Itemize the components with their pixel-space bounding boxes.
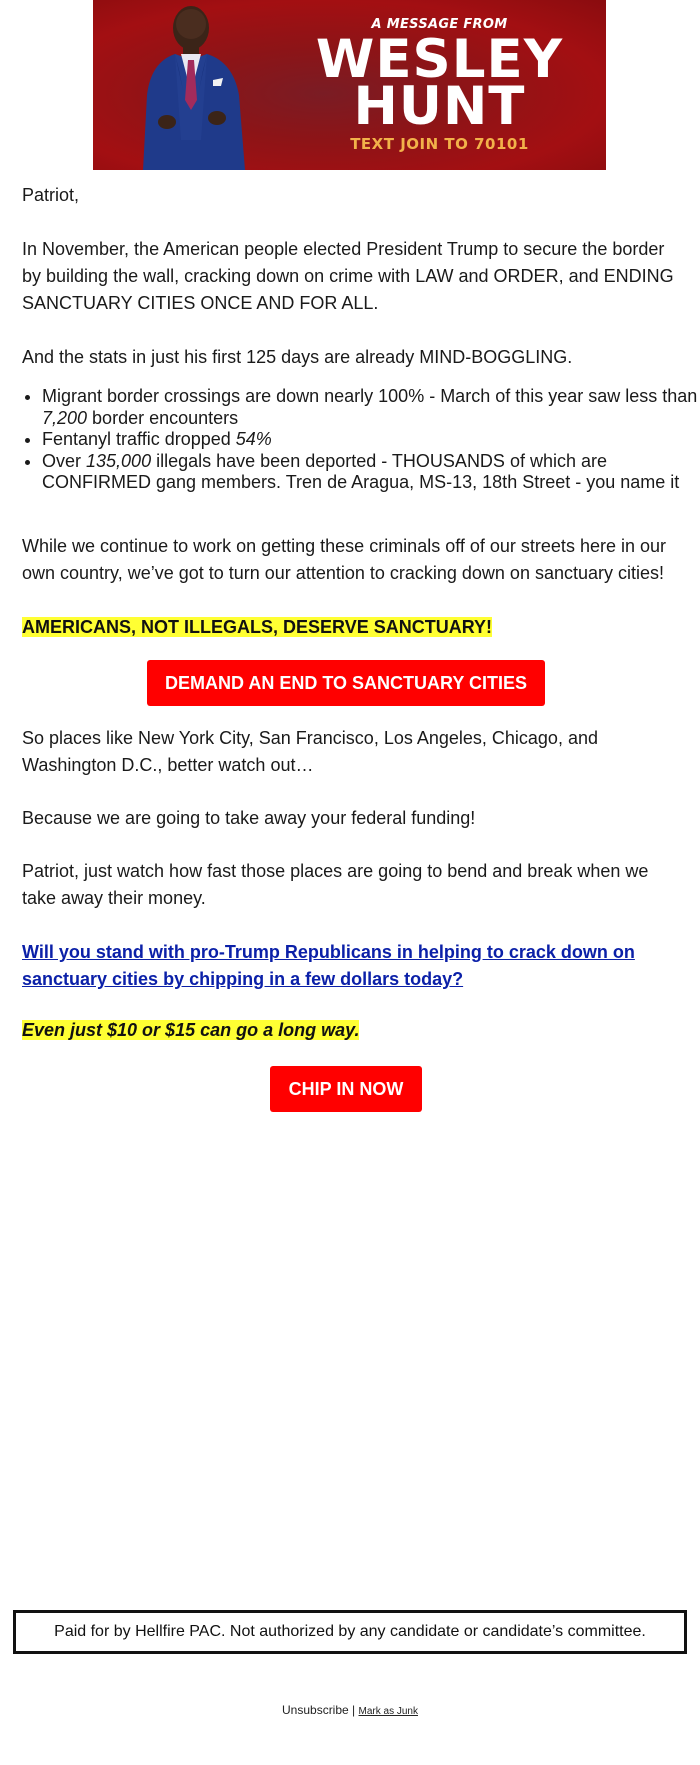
stat-text: Migrant border crossings are down nearly 100% - March of this year saw less than: [42, 386, 698, 406]
highlighted-text: Even just $10 or $15 can go a long way.: [22, 1020, 360, 1040]
banner-name-line-1: WESLEY: [315, 29, 564, 90]
unsubscribe-link[interactable]: Unsubscribe: [282, 1703, 349, 1717]
paid-for-disclaimer: Paid for by Hellfire PAC. Not authorized by any candidate or candidate’s committee.: [13, 1610, 687, 1654]
candidate-photo: [123, 0, 263, 170]
stat-text: Fentanyl traffic dropped: [42, 429, 236, 449]
list-item: [42, 386, 700, 429]
cities-paragraph: So places like New York City, San Francisco, Los Angeles, Chicago, and Washington D.C., better watch out…: [22, 728, 598, 775]
banner-pretitle: A MESSAGE FROM: [371, 17, 508, 32]
sanctuary-paragraph: While we continue to work on getting these criminals off of our streets here in our own country, we’ve got to turn our attention to cracking down on sanctuary cities!: [22, 536, 666, 583]
list-item: [42, 429, 700, 451]
stat-figure: 135,000: [86, 450, 152, 471]
bend-paragraph: Patriot, just watch how fast those places are going to bend and break when we take away their money.: [22, 861, 649, 908]
unsubscribe-bar: [0, 1703, 700, 1717]
stat-text: Over: [42, 450, 87, 471]
funding-paragraph: Because we are going to take away your federal funding!: [22, 808, 476, 828]
highlighted-text: AMERICANS, NOT ILLEGALS, DESERVE SANCTUARY!: [22, 617, 493, 637]
list-item: [42, 451, 700, 494]
separator: |: [352, 1703, 356, 1717]
chip-in-button[interactable]: CHIP IN NOW: [270, 1066, 422, 1112]
highlight-headline: [22, 614, 682, 641]
stat-figure: 54%: [235, 429, 272, 449]
mark-as-junk-link[interactable]: Mark as Junk: [358, 1706, 418, 1717]
greeting: Patriot,: [22, 185, 80, 205]
banner-name-line-2: HUNT: [353, 76, 526, 137]
banner-text-cta: TEXT JOIN TO 70101: [350, 135, 529, 153]
header-banner: [93, 0, 606, 170]
stats-list: [22, 386, 700, 494]
demand-end-button[interactable]: DEMAND AN END TO SANCTUARY CITIES: [147, 660, 545, 706]
stat-text: illegals have been deported - THOUSANDS of which are CONFIRMED gang members. Tren de Aragua, MS-13, 18th Street - you name it: [42, 450, 680, 492]
amount-highlight: [22, 1017, 682, 1044]
stats-intro: And the stats in just his first 125 days are already MIND-BOGGLING.: [22, 347, 573, 367]
stat-text: border encounters: [87, 407, 239, 428]
donate-link-paragraph: [22, 939, 682, 993]
stat-figure: 7,200: [42, 407, 88, 428]
donate-link[interactable]: Will you stand with pro-Trump Republicans in helping to crack down on sanctuary cities by chipping in a few dollars today?: [22, 942, 635, 989]
banner-candidate-name: [283, 29, 596, 137]
intro-paragraph: In November, the American people elected President Trump to secure the border by building the wall, cracking down on crime with LAW and ORDER, and ENDING SANCTUARY CITIES ONCE AND FOR ALL.: [22, 239, 674, 313]
